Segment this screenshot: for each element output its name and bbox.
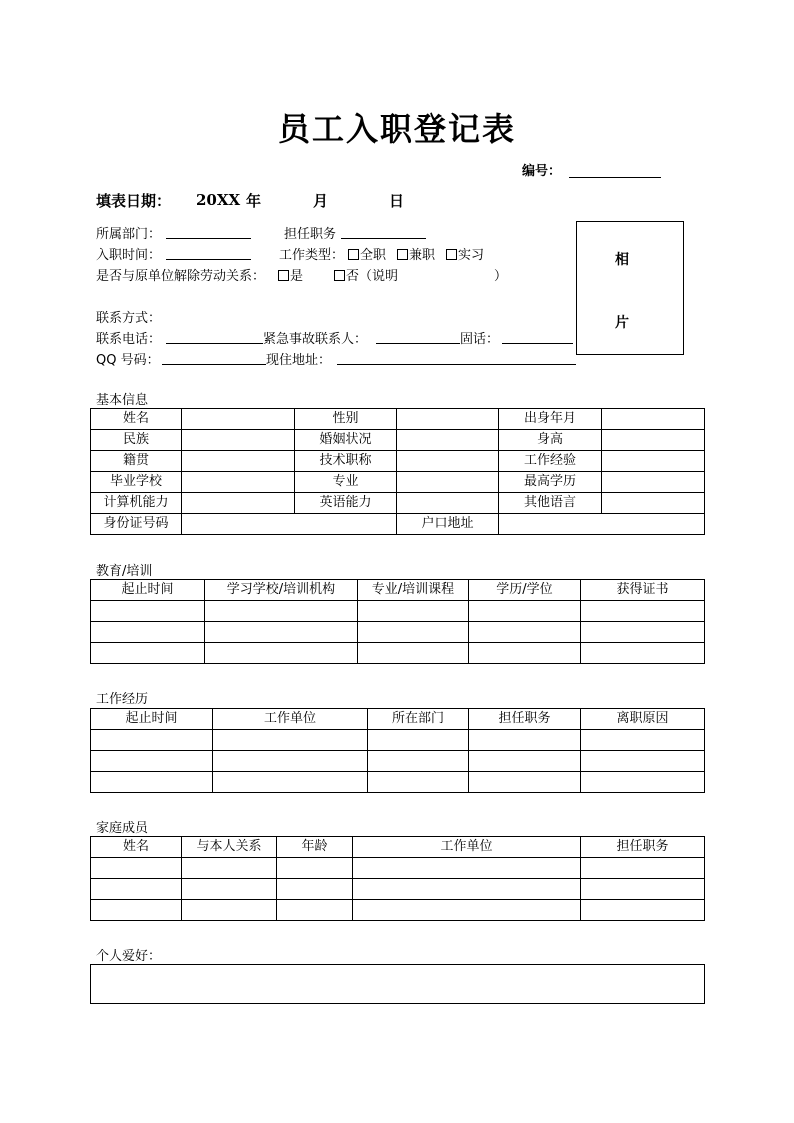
computer-label: 计算机能力 <box>91 493 182 514</box>
origin-label: 籍贯 <box>91 451 182 472</box>
education-table <box>90 579 705 664</box>
column-header: 离职原因 <box>581 709 705 730</box>
phone-field[interactable] <box>166 343 263 344</box>
table-row <box>91 858 705 879</box>
qq-field[interactable] <box>162 364 266 365</box>
terminated-yes-option[interactable] <box>278 265 303 284</box>
entry-time-label: 入职时间： <box>96 248 162 263</box>
table-cell[interactable] <box>91 622 205 643</box>
position-label: 担任职务 <box>284 227 337 242</box>
table-cell[interactable] <box>205 601 358 622</box>
table-cell[interactable] <box>368 772 469 793</box>
english-cell[interactable] <box>397 493 499 514</box>
yes-checkbox[interactable] <box>278 270 289 281</box>
basic-info-table <box>90 408 705 535</box>
major-label: 专业 <box>295 472 397 493</box>
table-row <box>91 730 705 751</box>
table-row <box>91 409 705 430</box>
table-cell[interactable] <box>91 643 205 664</box>
emergency-label: 紧急事故联系人： <box>263 332 368 347</box>
birth-label: 出身年月 <box>499 409 602 430</box>
table-row <box>91 430 705 451</box>
column-header: 学历/学位 <box>469 580 581 601</box>
table-row <box>91 472 705 493</box>
landline-label: 固话： <box>460 332 500 347</box>
height-cell[interactable] <box>602 430 705 451</box>
fulltime-label: 全职 <box>360 248 387 263</box>
work-heading: 工作经历 <box>96 692 149 707</box>
work-type-label: 工作类型： <box>279 248 345 263</box>
phone-label: 联系电话： <box>96 332 162 347</box>
table-cell[interactable] <box>353 879 581 900</box>
table-cell[interactable] <box>469 643 581 664</box>
height-label: 身高 <box>499 430 602 451</box>
serial-field[interactable] <box>569 177 661 178</box>
education-heading: 教育/培训 <box>96 564 153 579</box>
photo-box[interactable] <box>576 221 684 355</box>
table-cell[interactable] <box>277 879 353 900</box>
table-cell[interactable] <box>469 601 581 622</box>
table-row <box>91 622 705 643</box>
name-cell[interactable] <box>182 409 295 430</box>
no-label: 否（说明 <box>346 269 399 284</box>
fill-date-day-unit: 日 <box>389 192 405 210</box>
column-header: 与本人关系 <box>182 837 277 858</box>
serial-label: 编号： <box>522 164 562 179</box>
table-cell[interactable] <box>213 751 368 772</box>
table-cell[interactable] <box>91 858 182 879</box>
table-row <box>91 879 705 900</box>
table-row <box>91 772 705 793</box>
major-cell[interactable] <box>397 472 499 493</box>
column-header: 学习学校/培训机构 <box>205 580 358 601</box>
column-header: 所在部门 <box>368 709 469 730</box>
parttime-option[interactable] <box>397 244 435 263</box>
column-header: 担任职务 <box>581 837 705 858</box>
table-cell[interactable] <box>368 730 469 751</box>
computer-cell[interactable] <box>182 493 295 514</box>
table-cell[interactable] <box>213 730 368 751</box>
other-lang-cell[interactable] <box>602 493 705 514</box>
table-cell[interactable] <box>358 601 469 622</box>
marital-cell[interactable] <box>397 430 499 451</box>
terminated-no-option[interactable] <box>334 265 398 284</box>
fill-date-year[interactable]: 20XX <box>196 191 241 209</box>
other-lang-label: 其他语言 <box>499 493 602 514</box>
form-title: 员工入职登记表 <box>277 110 516 148</box>
table-cell[interactable] <box>469 730 581 751</box>
table-cell[interactable] <box>581 900 705 921</box>
title-cell[interactable] <box>397 451 499 472</box>
column-header: 姓名 <box>91 837 182 858</box>
table-cell[interactable] <box>358 643 469 664</box>
table-cell[interactable] <box>581 751 705 772</box>
fulltime-option[interactable] <box>348 244 386 263</box>
table-cell[interactable] <box>91 879 182 900</box>
table-row <box>91 643 705 664</box>
table-cell[interactable] <box>213 772 368 793</box>
ethnicity-label: 民族 <box>91 430 182 451</box>
close-paren: ） <box>494 269 508 284</box>
qq-label: QQ 号码： <box>96 353 160 368</box>
origin-cell[interactable] <box>182 451 295 472</box>
table-row <box>91 514 705 535</box>
family-heading: 家庭成员 <box>96 821 149 836</box>
table-cell[interactable] <box>581 643 705 664</box>
parttime-label: 兼职 <box>409 248 436 263</box>
intern-label: 实习 <box>458 248 485 263</box>
contact-label: 联系方式： <box>96 311 162 326</box>
table-cell[interactable] <box>91 751 213 772</box>
intern-checkbox[interactable] <box>446 249 457 260</box>
table-header-row <box>91 709 705 730</box>
fulltime-checkbox[interactable] <box>348 249 359 260</box>
experience-label: 工作经验 <box>499 451 602 472</box>
table-cell[interactable] <box>205 622 358 643</box>
table-cell[interactable] <box>581 858 705 879</box>
table-cell[interactable] <box>581 730 705 751</box>
table-cell[interactable] <box>581 622 705 643</box>
terminated-question: 是否与原单位解除劳动关系： <box>96 269 266 284</box>
table-cell[interactable] <box>368 751 469 772</box>
table-cell[interactable] <box>469 622 581 643</box>
id-no-cell[interactable] <box>182 514 397 535</box>
table-row <box>91 900 705 921</box>
table-cell[interactable] <box>277 900 353 921</box>
parttime-checkbox[interactable] <box>397 249 408 260</box>
table-cell[interactable] <box>277 858 353 879</box>
photo-label-1: 相 <box>615 252 629 268</box>
table-row <box>91 751 705 772</box>
column-header: 专业/培训课程 <box>358 580 469 601</box>
table-cell[interactable] <box>353 858 581 879</box>
address-label: 现住地址： <box>266 353 332 368</box>
table-cell[interactable] <box>581 601 705 622</box>
table-cell[interactable] <box>91 900 182 921</box>
table-row <box>91 601 705 622</box>
ethnicity-cell[interactable] <box>182 430 295 451</box>
column-header: 起止时间 <box>91 709 213 730</box>
column-header: 年龄 <box>277 837 353 858</box>
table-cell[interactable] <box>91 730 213 751</box>
table-cell[interactable] <box>91 601 205 622</box>
title-label: 技术职称 <box>295 451 397 472</box>
table-row <box>91 451 705 472</box>
table-cell[interactable] <box>182 879 277 900</box>
gender-label: 性别 <box>295 409 397 430</box>
id-no-label: 身份证号码 <box>91 514 182 535</box>
hukou-cell[interactable] <box>499 514 705 535</box>
entry-time-field[interactable] <box>166 259 251 260</box>
school-label: 毕业学校 <box>91 472 182 493</box>
hobby-field[interactable] <box>90 964 705 1004</box>
hukou-label: 户口地址 <box>397 514 499 535</box>
table-cell[interactable] <box>182 858 277 879</box>
experience-cell[interactable] <box>602 451 705 472</box>
table-cell[interactable] <box>469 772 581 793</box>
table-cell[interactable] <box>581 879 705 900</box>
column-header: 工作单位 <box>213 709 368 730</box>
table-cell[interactable] <box>182 900 277 921</box>
table-cell[interactable] <box>469 751 581 772</box>
column-header: 工作单位 <box>353 837 581 858</box>
family-table <box>90 836 705 921</box>
table-header-row <box>91 580 705 601</box>
degree-cell[interactable] <box>602 472 705 493</box>
emergency-field[interactable] <box>376 343 460 344</box>
birth-cell[interactable] <box>602 409 705 430</box>
gender-cell[interactable] <box>397 409 499 430</box>
hobby-label: 个人爱好： <box>96 949 162 964</box>
table-cell[interactable] <box>581 772 705 793</box>
column-header: 获得证书 <box>581 580 705 601</box>
yes-label: 是 <box>290 269 304 284</box>
english-label: 英语能力 <box>295 493 397 514</box>
address-field[interactable] <box>337 364 576 365</box>
column-header: 担任职务 <box>469 709 581 730</box>
degree-label: 最高学历 <box>499 472 602 493</box>
table-cell[interactable] <box>205 643 358 664</box>
department-field[interactable] <box>166 238 251 239</box>
table-row <box>91 493 705 514</box>
table-cell[interactable] <box>358 622 469 643</box>
column-header: 起止时间 <box>91 580 205 601</box>
landline-field[interactable] <box>502 343 573 344</box>
name-label: 姓名 <box>91 409 182 430</box>
table-cell[interactable] <box>353 900 581 921</box>
photo-label-2: 片 <box>615 315 629 331</box>
position-field[interactable] <box>341 238 426 239</box>
fill-date-year-unit: 年 <box>246 192 262 210</box>
marital-label: 婚姻状况 <box>295 430 397 451</box>
fill-date-label: 填表日期： <box>96 192 172 210</box>
work-table <box>90 708 705 793</box>
intern-option[interactable] <box>446 244 484 263</box>
department-label: 所属部门： <box>96 227 162 242</box>
school-cell[interactable] <box>182 472 295 493</box>
table-cell[interactable] <box>91 772 213 793</box>
no-checkbox[interactable] <box>334 270 345 281</box>
table-header-row <box>91 837 705 858</box>
basic-info-heading: 基本信息 <box>96 393 149 408</box>
fill-date-month-unit: 月 <box>313 192 329 210</box>
